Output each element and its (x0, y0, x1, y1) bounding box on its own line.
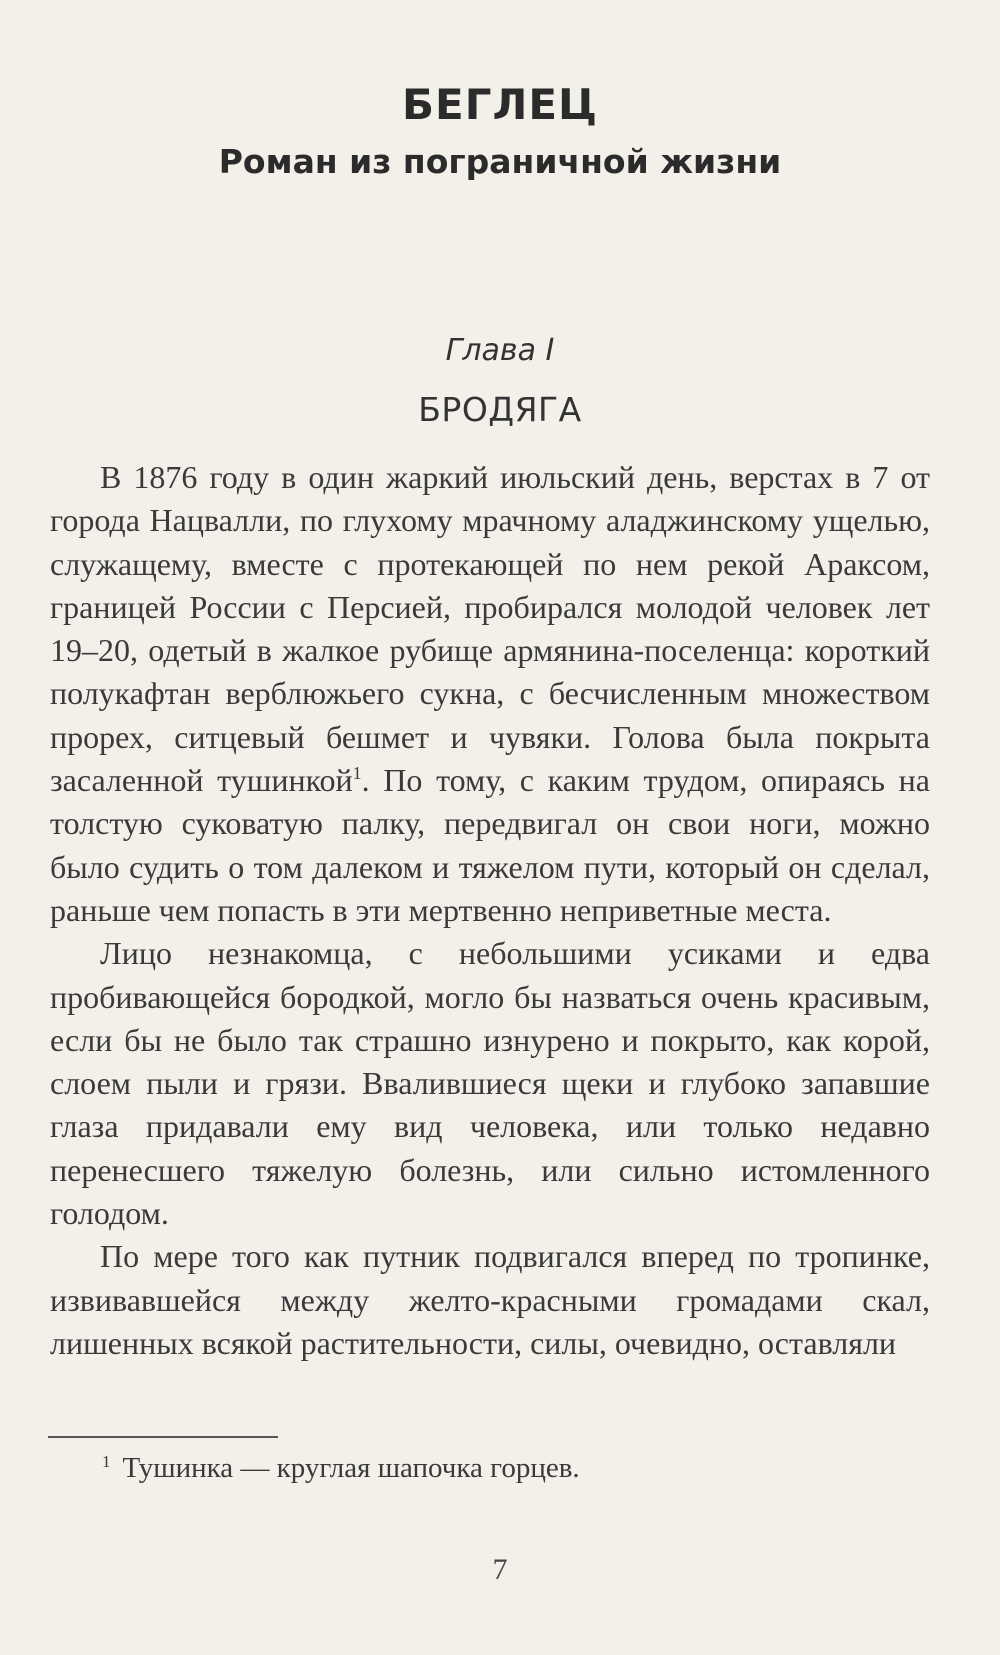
body-text (50, 456, 930, 1365)
paragraph-1-text-a: В 1876 году в один жаркий июльский день, верстах в 7 от города Нацвалли, по глухому мрачному аладжинскому ущелью, служащему, вместе с протекающей по нем рекой Араксом, границей России с Персией, пробирался молодой человек лет 19–20, одетый в жалкое рубище армянина-поселенца: короткий полукафтан верблюжьего сукна, с бесчисленным множеством прорех, ситцевый бешмет и чувяки. Голова была покрыта засаленной тушинкой (50, 459, 930, 799)
paragraph-2: Лицо незнакомца, с небольшими усиками и едва пробивающейся бородкой, могло бы назваться очень красивым, если бы не было так страшно изнурено и покрыто, как корой, слоем пыли и грязи. Ввалившиеся щеки и глубоко запавшие глаза придавали ему вид человека, или только недавно перенесшего тяжелую болезнь, или сильно истомленного голодом. (50, 935, 930, 1232)
book-title: БЕГЛЕЦ (401, 80, 598, 129)
footnote-text: Тушинка — круглая шапочка горцев. (122, 1452, 580, 1484)
book-subtitle: Роман из пограничной жизни (218, 142, 782, 181)
footnote-mark: 1 (102, 1452, 111, 1471)
chapter-title: БРОДЯГА (418, 390, 582, 429)
paragraph-1 (50, 456, 930, 932)
chapter-label: Глава I (445, 333, 555, 368)
paragraph-3: По мере того как путник подвигался вперед по тропинке, извивавшейся между желто-красными громадами скал, лишенных всякой растительности, силы, очевидно, оставляли (50, 1238, 930, 1361)
paragraph-1-text-b: . По тому, с каким трудом, опираясь на толстую суковатую палку, передвигал он свои ноги, можно было судить о том далеком и тяжелом пути, который он сделал, раньше чем попасть в эти мертвенно неприветные места. (50, 762, 930, 928)
footnote-reference: 1 (352, 763, 362, 784)
footnote-divider (48, 1436, 278, 1438)
page-number: 7 (492, 1553, 508, 1586)
footnote (102, 1452, 580, 1485)
